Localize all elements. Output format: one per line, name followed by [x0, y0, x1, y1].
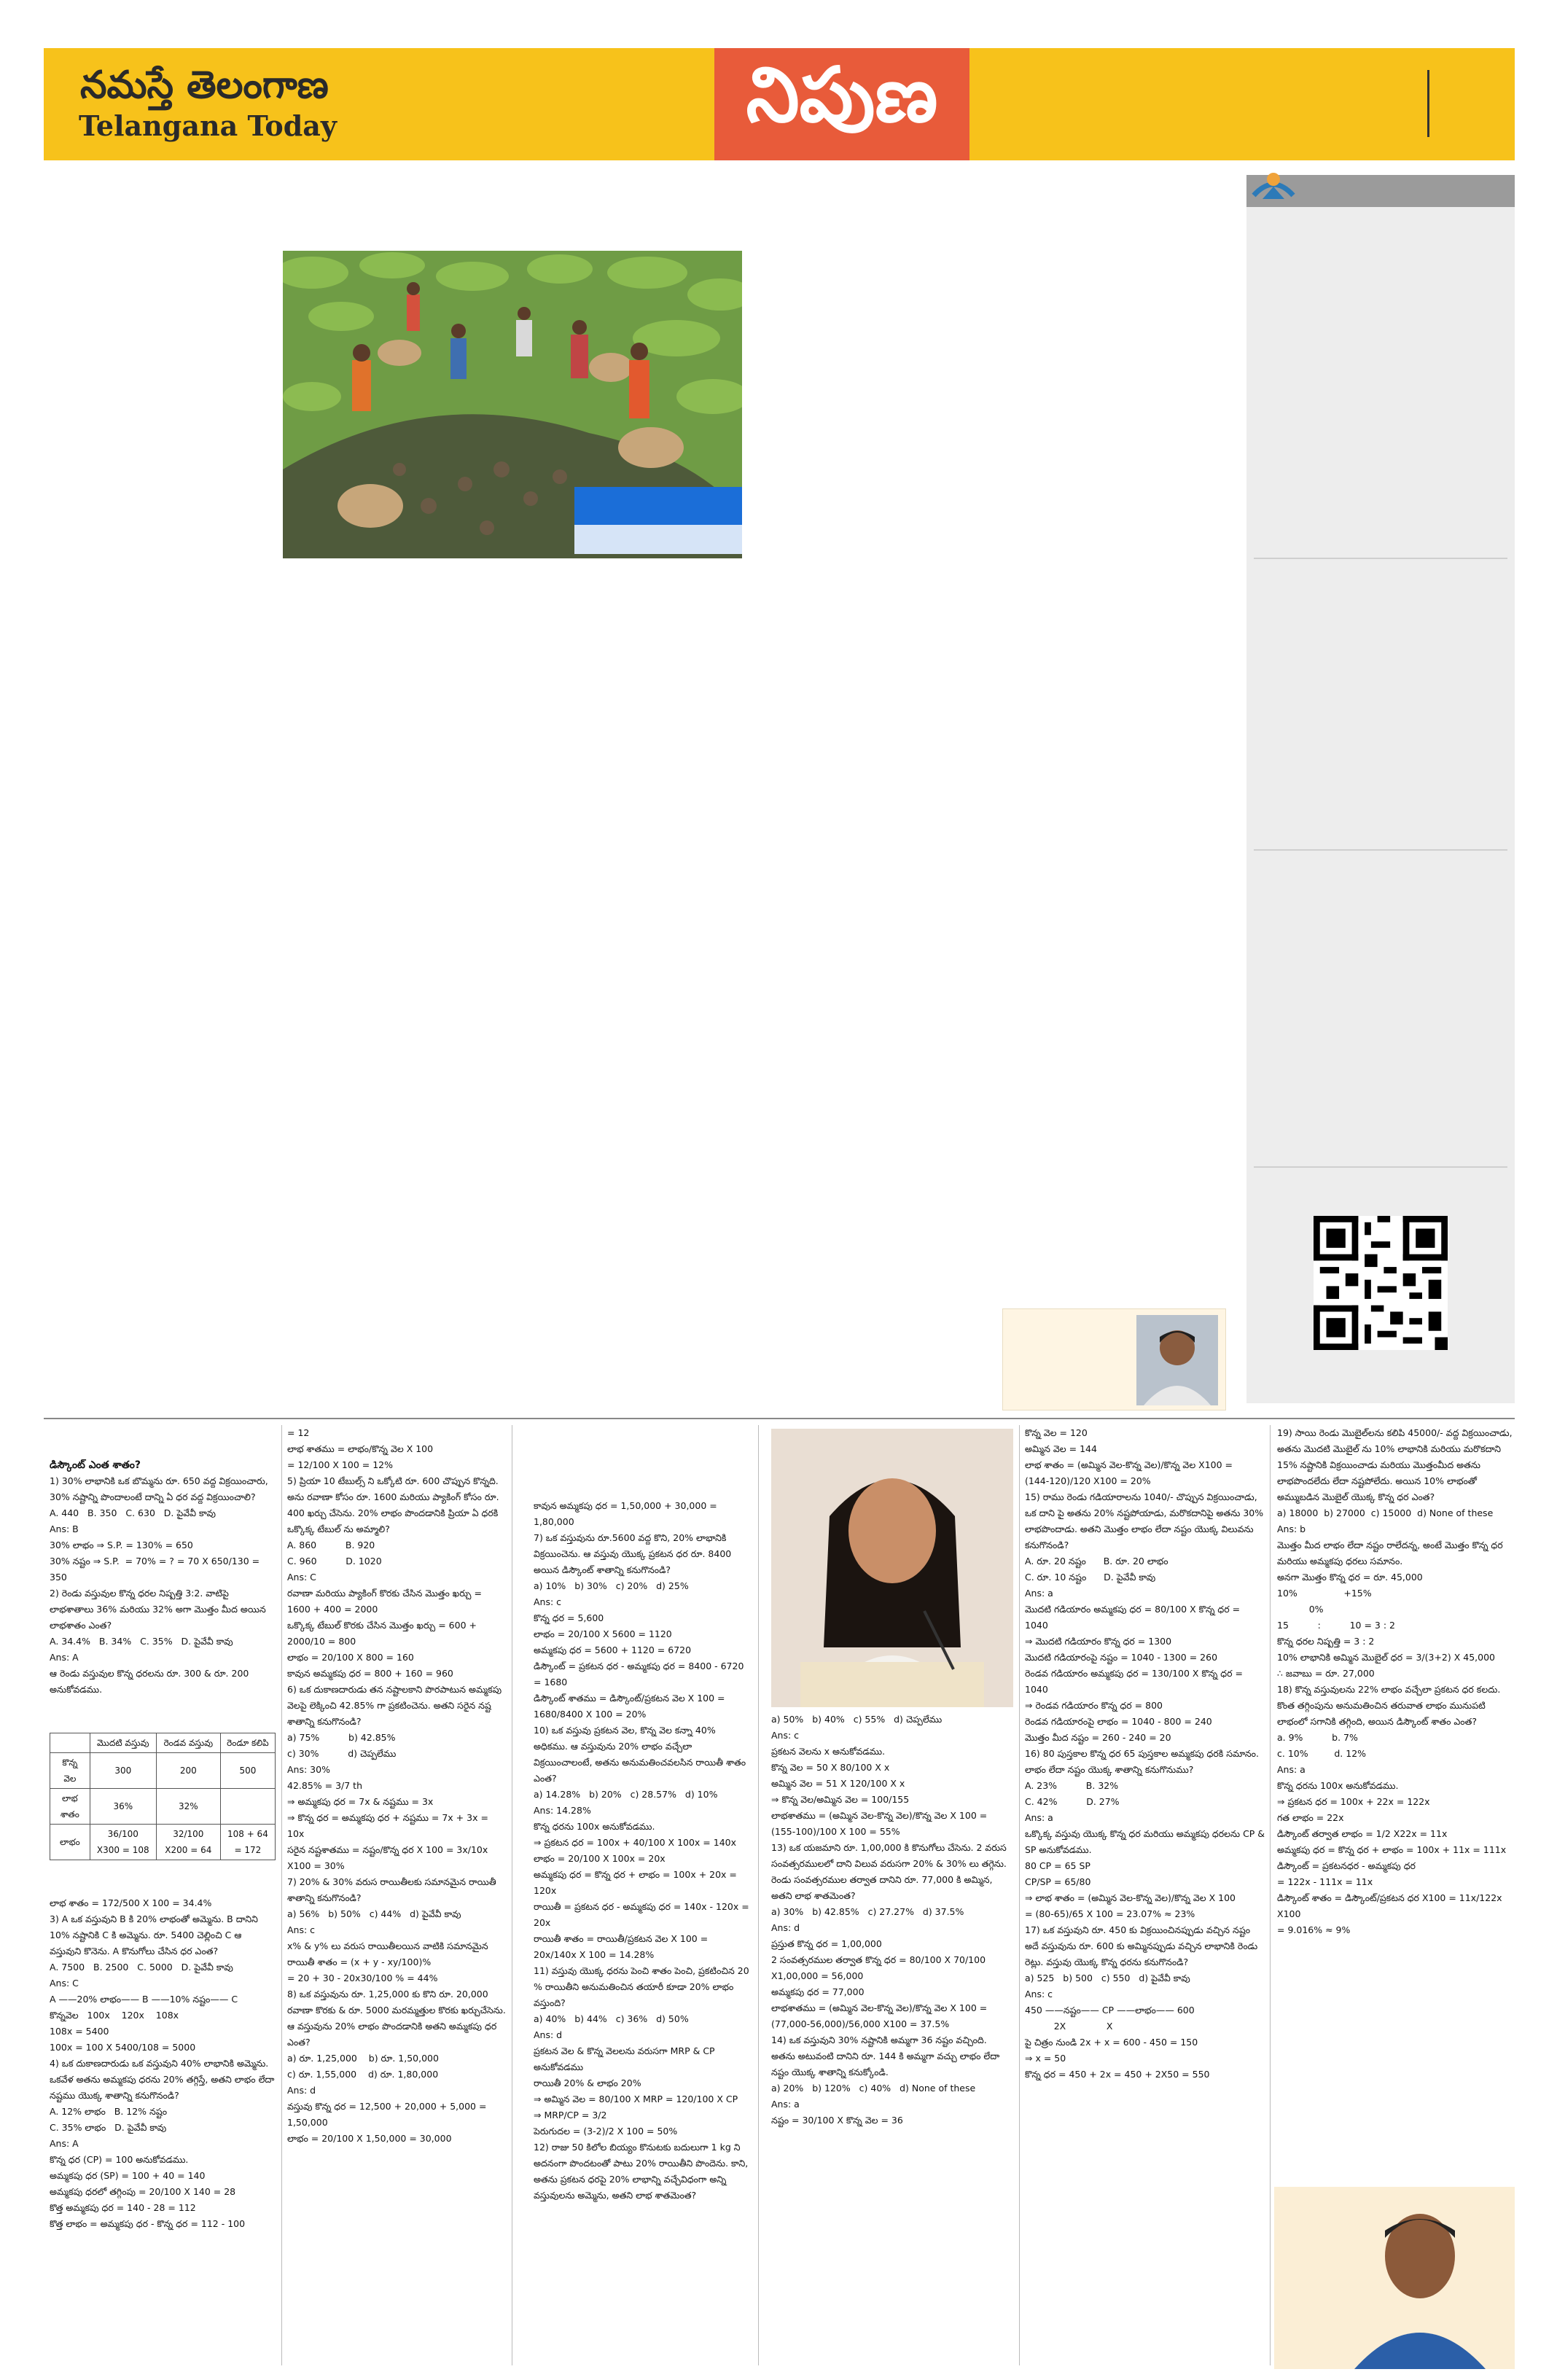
text-line: A. రూ. 20 నష్టం B. రూ. 20 లాభం [1025, 1556, 1168, 1566]
column-3 [534, 1498, 752, 2204]
masthead [44, 48, 1515, 160]
right-sidebar [1246, 175, 1515, 1403]
text-line: పై చిత్రం నుండి 2x + x = 600 - 450 = 150 [1025, 2037, 1198, 2048]
text-line: ⇒ x = 50 [1025, 2053, 1066, 2064]
author-photo [1136, 1315, 1218, 1405]
text-line: లాభ శాతం = 172/500 X 100 = 34.4% [50, 1897, 212, 1908]
text-line: గత లాభం = 22x [1277, 1812, 1344, 1823]
text-line: 1) 30% లాభానికి ఒక బొమ్మను రూ. 650 వద్ద విక్రయించారు, 30% నష్టాన్ని పొందాలంటే దాన్ని ఏ ధర వద్ద విక్రయించాలి? [50, 1475, 271, 1502]
sidebar-divider [1254, 849, 1507, 851]
text-line: a) 40% b) 44% c) 36% d) 50% [534, 2013, 689, 2024]
text-line: రాయితీ 20% & లాభం 20% [534, 2077, 641, 2088]
text-line: Ans: 30% [287, 1764, 330, 1775]
column-6 [1277, 1425, 1515, 1938]
text-line: C. రూ. 10 నష్టం D. పైవేవీ కావు [1025, 1572, 1156, 1583]
text-line: 15 : 10 = 3 : 2 [1277, 1620, 1395, 1631]
text-line: రెండవ గడియారంపై లాభం = 1040 - 800 = 240 [1025, 1716, 1212, 1727]
text-line: 16) 80 పుస్తకాల కొన్న ధర 65 పుస్తకాల అమ్మకపు ధరకి సమానం. లాభం లేదా నష్టం యొక్క శాతాన్ని కనుగొనుము? [1025, 1748, 1262, 1775]
text-line: a) 525 b) 500 c) 550 d) పైవేవీ కావు [1025, 1973, 1190, 1983]
text-line: 42.85% = 3/7 th [287, 1780, 362, 1791]
text-line: A. 23% B. 32% [1025, 1780, 1119, 1791]
section-title: నిపుణ [746, 50, 938, 139]
column-separator [1270, 1425, 1271, 2365]
text-line: లాభశాతము = (అమ్మిన వెల-కొన్న వెల)/కొన్న వెల X 100 = [771, 1810, 988, 1821]
text-line: కొత్త లాభం = అమ్మకపు ధర - కొన్న ధర = 112 - 100 [50, 2218, 246, 2229]
text-line: 3) A ఒక వస్తువుని B కి 20% లాభంతో అమ్మెను. B దానిని 10% నష్టానికి C కి అమ్మెను. రూ. 5400 చెల్లించి C ఆ వస్తువుని కొనెను. A కొనుగోలు చేసిన ధర ఎంత? [50, 1913, 261, 1956]
text-line: 11) వస్తువు యొక్క ధరను పెంచి శాతం పెంచి, ప్రకటించిన 20 % రాయితీని అనుమతించిన తయారీ కూడా 20% లాభం వస్తుంది? [534, 1965, 752, 2008]
text-line: లాభశాతము = (అమ్మిన వెల-కొన్న వెల)/కొన్న వెల X 100 = [771, 2002, 988, 2013]
text-line: రాయితీ = ప్రకటన ధర - అమ్మకపు ధర = 140x - 120x = 20x [534, 1901, 752, 1928]
column-5 [1025, 1425, 1268, 2083]
text-line: (144-120)/120 X100 = 20% [1025, 1475, 1151, 1486]
text-line: A. 440 B. 350 C. 630 D. పైవేవీ కావు [50, 1507, 216, 1518]
text-line: డిస్కౌంట్ = ప్రకటన ధర - అమ్మకపు ధర = 8400 - 6720 = 1680 [534, 1661, 747, 1688]
profit-table: మొదటి వస్తువు రెండవ వస్తువు రెండూ కలిపి కొన్న వెల 300 200 500 లాభ శాతం 36% 32% లాభం 36/100 X300 = 108 32/100 X200 = 64 108 + 64 = 172 [50, 1733, 276, 1860]
text-line: మొత్తం మీద నష్టం = 260 - 240 = 20 [1025, 1732, 1171, 1743]
text-line: రవాణా మరియు ప్యాకింగ్ కొరకు చేసిన మొత్తం ఖర్చు = 1600 + 400 = 2000 [287, 1588, 485, 1615]
text-line: వస్తువు కొన్న ధర = 12,500 + 20,000 + 5,000 = 1,50,000 [287, 2101, 490, 2128]
text-line: = 20 + 30 - 20x30/100 % = 44% [287, 1973, 438, 1983]
text-line: కావున అమ్మకపు ధర = 800 + 160 = 960 [287, 1668, 453, 1679]
text-line: 30% నష్టం ⇒ S.P. = 70% = ? = 70 X 650/130 = 350 [50, 1556, 263, 1583]
text-line: 108x = 5400 [50, 2026, 109, 2037]
text-line: = 12/100 X 100 = 12% [287, 1459, 393, 1470]
brand-english: Telangana Today [79, 109, 337, 142]
text-line: 2 సంవత్సరముల తర్వాత కొన్న ధర = 80/100 X 70/100 X1,00,000 = 56,000 [771, 1954, 989, 1981]
text-line: 0% [1277, 1604, 1324, 1615]
text-line: 80 CP = 65 SP [1025, 1860, 1090, 1871]
text-line: కొన్న వెల = 50 X 80/100 X x [771, 1762, 890, 1773]
text-line: 100x = 100 X 5400/108 = 5000 [50, 2042, 196, 2053]
text-line: 10% +15% [1277, 1588, 1372, 1599]
text-line: a) 18000 b) 27000 c) 15000 d) None of these [1277, 1507, 1494, 1518]
text-line: a. 9% b. 7% [1277, 1732, 1358, 1743]
text-line: x% & y% లు వరుస రాయితీలయిన వాటికి సమానమైన రాయితీ శాతం = (x + y - xy/100)% [287, 1940, 491, 1967]
nipuna-logo-icon [1248, 166, 1299, 210]
section-title-box [714, 48, 969, 160]
text-line: ⇒ ప్రకటన ధర = 100x + 22x = 122x [1277, 1796, 1430, 1807]
text-line: = 122x - 111x = 11x [1277, 1876, 1373, 1887]
text-line: = 12 [287, 1427, 310, 1438]
text-line: c) 30% d) చెప్పలేము [287, 1748, 397, 1759]
text-line: కొన్న ధరల నిష్పత్తి = 3 : 2 [1277, 1636, 1375, 1647]
text-line: Ans: c [534, 1596, 562, 1607]
text-line: మొత్తం మీద లాభం లేదా నష్టం రాలేదన్న, అంటే మొత్తం కొన్న ధర మరియు అమ్మకపు ధరలు సమానం. [1277, 1540, 1506, 1566]
photo-caption-bar [574, 487, 742, 525]
author-photo-2 [1274, 2187, 1515, 2369]
column-1 [50, 1425, 276, 2248]
text-line: మొదటి గడియారంపై నష్టం = 1040 - 1300 = 260 [1025, 1652, 1218, 1663]
text-line: c) రూ. 1,55,000 d) రూ. 1,80,000 [287, 2069, 439, 2080]
author-box [1002, 1308, 1226, 1411]
section-divider [44, 1418, 1515, 1419]
masthead-divider [1427, 70, 1429, 137]
column-separator [758, 1425, 759, 2365]
text-line: రాయితీ శాతం = రాయితీ/ప్రకటన వెల X 100 = 20x/140x X 100 = 14.28% [534, 1933, 711, 1960]
text-line: (155-100)/100 X 100 = 55% [771, 1826, 900, 1837]
text-line: కొన్న ధర = 5,600 [534, 1612, 604, 1623]
text-line: కొన్న ధరను 100x అనుకోవడము. [534, 1821, 655, 1832]
text-line: Ans: 14.28% [534, 1805, 591, 1816]
text-line: అమ్మిన వెల = 51 X 120/100 X x [771, 1778, 905, 1789]
text-line: ⇒ MRP/CP = 3/2 [534, 2110, 607, 2120]
text-line: a) 14.28% b) 20% c) 28.57% d) 10% [534, 1789, 718, 1800]
text-line: Ans: a [1025, 1812, 1053, 1823]
text-line: = 9.016% ≈ 9% [1277, 1924, 1351, 1935]
text-line: అమ్మిన వెల = 144 [1025, 1443, 1097, 1454]
text-line: అమ్మకపు ధర = కొన్న ధర + లాభం = 100x + 20x = 120x [534, 1869, 740, 1896]
text-line: ⇒ అమ్మకపు ధర = 7x & నష్టము = 3x [287, 1796, 434, 1807]
text-line: 30% లాభం ⇒ S.P. = 130% = 650 [50, 1540, 193, 1550]
text-line: డిస్కౌంట్ శాతము = డిస్కౌంట్/ప్రకటన వెల X 100 = 1680/8400 X 100 = 20% [534, 1693, 728, 1720]
text-line: కొత్త అమ్మకపు ధర = 140 - 28 = 112 [50, 2202, 196, 2213]
text-line: a) 75% b) 42.85% [287, 1732, 396, 1743]
farm-workers-photo [283, 251, 742, 558]
text-line: అమ్మకపు ధర = కొన్న ధర + లాభం = 100x + 11x = 111x [1277, 1844, 1507, 1855]
text-line: 14) ఒక వస్తువుని 30% నష్టానికి అమ్మగా 36 నష్టం వచ్చింది. అతను అటువంటి దానిని రూ. 144 కి అమ్మగా వచ్చు లాభం లేదా నష్టం యొక్క శాతాన్ని కనుక్కోండి. [771, 2034, 1003, 2077]
text-line: C. 960 D. 1020 [287, 1556, 382, 1566]
text-line: CP/SP = 65/80 [1025, 1876, 1091, 1887]
text-line: లాభం = 20/100 X 1,50,000 = 30,000 [287, 2133, 452, 2144]
text-line: 2) రెండు వస్తువుల కొన్న ధరల నిష్పత్తి 3:2. వాటిపై లాభశాతాలు 36% మరియు 32% అగా మొత్తం మీద అయిన లాభశాతం ఎంత? [50, 1588, 269, 1631]
text-line: పెరుగుదల = (3-2)/2 X 100 = 50% [534, 2126, 678, 2137]
text-line: అమ్మకపు ధరలో తగ్గింపు = 20/100 X 140 = 28 [50, 2186, 236, 2197]
text-line: 12) రాజు 50 కిలోల బియ్యం కొనుటకు బదులుగా 1 kg ని అదనంగా పొందటంతో పాటు 20% రాయితీని పొందెను. కాని, అతను ప్రకటన ధరపై 20% లాభాన్ని వచ్చేవిధంగా అన్ని వస్తువులను అమ్మెను, అతని లాభ శాతమెంత? [534, 2142, 752, 2201]
text-line: ∴ జవాబు = రూ. 27,000 [1277, 1668, 1375, 1679]
text-line: ప్రస్తుత కొన్న ధర = 1,00,000 [771, 1938, 882, 1949]
text-line: a) 20% b) 120% c) 40% d) None of these [771, 2083, 976, 2094]
text-line: అమ్మకపు ధర = 5600 + 1120 = 6720 [534, 1644, 692, 1655]
text-line: a) రూ. 1,25,000 b) రూ. 1,50,000 [287, 2053, 439, 2064]
text-line: ⇒ మొదటి గడియారం కొన్న ధర = 1300 [1025, 1636, 1172, 1647]
text-line: డిస్కౌంట్ = ప్రకటనధర - అమ్మకపు ధర [1277, 1860, 1416, 1871]
text-line: Ans: A [50, 2138, 79, 2149]
column-2 [287, 1425, 509, 2147]
text-line: కొన్నవెల 100x 120x 108x [50, 2010, 179, 2021]
text-line: కొన్న వెల = 120 [1025, 1427, 1088, 1438]
text-line: సరైన నష్టశాతము = నష్టం/కొన్న ధర X 100 = 3x/10x X100 = 30% [287, 1844, 491, 1871]
text-line: ⇒ కొన్న ధర = అమ్మకపు ధర + నష్టము = 7x + 3x = 10x [287, 1812, 491, 1839]
text-line: ఒక్కొక్క టేబుల్ కొరకు చేసిన మొత్తం ఖర్చు = 600 + 2000/10 = 800 [287, 1620, 480, 1647]
text-line: లాభ శాతం = (అమ్మిన వెల-కొన్న వెల)/కొన్న వెల X100 = [1025, 1459, 1233, 1470]
text-line: లాభం = 20/100 X 100x = 20x [534, 1853, 666, 1864]
text-line: లాభం = 20/100 X 5600 = 1120 [534, 1628, 672, 1639]
text-line: a) 50% b) 40% c) 55% d) చెప్పలేము [771, 1714, 943, 1725]
text-line: A ——20% లాభం—— B ——10% నష్టం—— C [50, 1994, 238, 2005]
text-line: కొన్న ధర = 450 + 2x = 450 + 2X50 = 550 [1025, 2069, 1210, 2080]
text-line: కావున అమ్మకపు ధర = 1,50,000 + 30,000 = 1,80,000 [534, 1500, 720, 1527]
text-line: 17) ఒక వస్తువుని రూ. 450 కు విక్రయించినప్పుడు వచ్చిన నష్టం అదే వస్తువును రూ. 600 కు అమ్మినప్పుడు వచ్చిన లాభానికి రెండు రెట్లు. వస్తువు యొక్క కొన్న ధరను కనుగొనండి? [1025, 1924, 1261, 1967]
text-line: Ans: c [1025, 1989, 1053, 1999]
text-line: ⇒ కొన్న వెల/అమ్మిన వెల = 100/155 [771, 1794, 910, 1805]
column-separator [281, 1425, 282, 2365]
text-line: లాభం = 20/100 X 800 = 160 [287, 1652, 414, 1663]
text-line: Ans: a [1277, 1764, 1306, 1775]
brand-telugu: నమస్తే తెలంగాణ [80, 63, 329, 107]
text-line: 18) కొన్న వస్తువులను 22% లాభం వచ్చేలా ప్రకటన ధర కలదు. కొంత తగ్గింపును అనుమతించిన తరువాత లాభం మునుపటి లాభంలో సగానికి తగ్గింది, అయిన డిస్కౌంట్ శాతం ఎంత? [1277, 1684, 1504, 1727]
text-line: C. 35% లాభం D. పైవేవీ కావు [50, 2122, 167, 2133]
text-line: ప్రకటన వెల & కొన్న వెలలను వరుసగా MRP & CP అనుకోవడము [534, 2045, 718, 2072]
text-line: అమ్మకపు ధర = 77,000 [771, 1986, 865, 1997]
text-line: ఆ రెండు వస్తువుల కొన్న ధరలను రూ. 300 & రూ. 200 అనుకోవడము. [50, 1668, 252, 1695]
text-line: a) 56% b) 50% c) 44% d) పైవేవీ కావు [287, 1908, 461, 1919]
sidebar-divider [1254, 558, 1507, 559]
text-line: డిస్కౌంట్ శాతం = డిస్కౌంట్/ప్రకటన ధర X100 = 11x/122x X100 [1277, 1892, 1505, 1919]
text-line: 450 ——నష్టం—— CP ——లాభం—— 600 [1025, 2005, 1195, 2016]
text-line: Ans: c [771, 1730, 800, 1741]
text-line: Ans: a [1025, 1588, 1053, 1599]
text-line: 4) ఒక దుకాణదారుడు ఒక వస్తువుని 40% లాభానికి అమ్మెను. ఒకవేళ అతను అమ్మకపు ధరను 20% తగ్గిస్తే, అతని లాభం లేదా నష్టము యొక్క శాతాన్ని కనుగొనండి? [50, 2058, 278, 2101]
text-line: Ans: A [50, 1652, 79, 1663]
text-line: 5) ప్రియా 10 టేబుల్స్ ని ఒక్కోటి రూ. 600 చొప్పున కొన్నది. అను రవాణా కోసం రూ. 1600 మరియు ప్యాకింగ్ కోసం రూ. 400 ఖర్చు చేసెను. 20% లాభం పొందడానికి ప్రియా ఏ ధరకి ఒక్కొక్క టేబుల్ ను అమ్మాలి? [287, 1475, 502, 1534]
qr-code-icon[interactable] [1314, 1216, 1448, 1350]
text-line: A. 34.4% B. 34% C. 35% D. పైవేవీ కావు [50, 1636, 233, 1647]
section-heading: డిస్కౌంట్ ఎంత శాతం? [50, 1459, 141, 1471]
text-line: మొదటి గడియారం అమ్మకపు ధర = 80/100 X కొన్న ధర = 1040 [1025, 1604, 1244, 1631]
text-line: 13) ఒక యజమాని రూ. 1,00,000 కి కొనుగోలు చేసెను. 2 వరుస సంవత్సరములలో దాని విలువ వరుసగా 20% & 30% లు తగ్గెను. రెండు సంవత్సరముల తర్వాత దానిని రూ. 77,000 కి అమ్మిన, అతని లాభ శాతమెంత? [771, 1842, 1010, 1901]
text-line: Ans: b [1277, 1523, 1306, 1534]
text-line: 15) రాము రెండు గడియారాలను 1040/- చొప్పున విక్రయించాడు, ఒక దాని పై అతను 20% నష్టపోయాడు, మరొకదానిపై అతను 30% లాభపొందాడు. అతని మొత్తం లాభం లేదా నష్టం యొక్క విలువను కనుగొనండి? [1025, 1491, 1267, 1550]
text-line: 2X X [1025, 2021, 1113, 2032]
text-line: a) 10% b) 30% c) 20% d) 25% [534, 1580, 689, 1591]
text-line: 7) ఒక వస్తువును రూ.5600 వద్ద కొని, 20% లాభానికి విక్రయించెను. ఆ వస్తువు యొక్క ప్రకటన ధర రూ. 8400 అయిన డిస్కౌంట్ శాతాన్ని కనుగొనండి? [534, 1532, 735, 1575]
student-photo [771, 1429, 1013, 1707]
text-line: (77,000-56,000)/56,000 X100 = 37.5% [771, 2018, 950, 2029]
text-line: ఒక్కొక్క వస్తువు యొక్క కొన్న ధర మరియు అమ్మకపు ధరలను CP & SP అనుకోవడము. [1025, 1828, 1268, 1855]
text-line: ⇒ రెండవ గడియారం కొన్న ధర = 800 [1025, 1700, 1163, 1711]
text-line: a) 30% b) 42.85% c) 27.27% d) 37.5% [771, 1906, 964, 1917]
text-line: c. 10% d. 12% [1277, 1748, 1367, 1759]
text-line: Ans: d [771, 1922, 800, 1933]
text-line: 6) ఒక దుకాణదారుడు తన నష్టాలకాని పొరపాటున అమ్మకపు వెలపై లెక్కించి 42.85% గా ప్రకటించెను. అతని సరైన నష్ట శాతాన్ని కనుగొనండి? [287, 1684, 505, 1727]
text-line: A. 12% లాభం B. 12% నష్టం [50, 2106, 168, 2117]
column-4 [771, 1712, 1013, 2129]
text-line: 7) 20% & 30% వరుస రాయితీలకు సమానమైన రాయితీ శాతాన్ని కనుగొనండి? [287, 1876, 499, 1903]
text-line: లాభ శాతము = లాభం/కొన్న వెల X 100 [287, 1443, 434, 1454]
text-line: రెండవ గడియారం అమ్మకపు ధర = 130/100 X కొన్న ధర = 1040 [1025, 1668, 1246, 1695]
text-line: అమ్మకపు ధర (SP) = 100 + 40 = 140 [50, 2170, 206, 2181]
text-line: Ans: C [287, 1572, 316, 1583]
text-line: అనగా మొత్తం కొన్న ధర = రూ. 45,000 [1277, 1572, 1423, 1583]
text-line: నష్టం = 30/100 X కొన్న వెల = 36 [771, 2115, 903, 2126]
text-line: A. 7500 B. 2500 C. 5000 D. పైవేవీ కావు [50, 1962, 233, 1973]
text-line: ⇒ లాభ శాతం = (అమ్మిన వెల-కొన్న వెల)/కొన్న వెల X 100 [1025, 1892, 1236, 1903]
text-line: Ans: C [50, 1978, 79, 1989]
column-separator [1019, 1425, 1020, 2365]
text-line: Ans: B [50, 1523, 79, 1534]
text-line: Ans: d [534, 2029, 563, 2040]
sidebar-divider [1254, 1166, 1507, 1168]
text-line: A. 860 B. 920 [287, 1540, 375, 1550]
text-line: Ans: a [771, 2099, 800, 2110]
text-line: Ans: c [287, 1924, 316, 1935]
text-line: 10) ఒక వస్తువు ప్రకటన వెల, కొన్న వెల కన్నా 40% అధికము. ఆ వస్తువును 20% లాభం వచ్చేలా విక్రయించాలంటే, అతను అనుమతించవలసిన రాయితీ శాతం ఎంత? [534, 1725, 749, 1784]
text-line: కొన్న ధర (CP) = 100 అనుకోవడము. [50, 2154, 189, 2165]
text-line: C. 42% D. 27% [1025, 1796, 1120, 1807]
text-line: 19) సాయి రెండు మొబైల్‌లను కలిపి 45000/- వద్ద విక్రయించాడు, అతను మొదటి మొబైల్ ను 10% లాభానికి మరియు మరొకదాని 15% నష్టానికి విక్రయించాడు మరియు మొత్తంమీద అతను లాభపొందలేదు లేదా నష్టపోలేదు. అయిన 10% లాభంతో అమ్ముబడిన మొబైల్ యొక్క కొన్న ధర ఎంత? [1277, 1427, 1515, 1502]
text-line: 8) ఒక వస్తువును రూ. 1,25,000 కు కొని రూ. 20,000 రవాణా కొరకు & రూ. 5000 మరమ్మత్తుల కొరకు ఖర్చుచేసెను. ఆ వస్తువును 20% లాభం పొందడానికి అతని అమ్మకపు ధర ఎంత? [287, 1989, 509, 2048]
text-line: 10% లాభానికి అమ్మిన మొబైల్ ధర = 3/(3+2) X 45,000 [1277, 1652, 1496, 1663]
text-line: Ans: d [287, 2085, 316, 2096]
photo-caption-subbar [574, 525, 742, 554]
text-line: ప్రకటన వెలను x అనుకోవడము. [771, 1746, 886, 1757]
text-line: కొన్న ధరను 100x అనుకోవడము. [1277, 1780, 1399, 1791]
text-line: ⇒ అమ్మిన వెల = 80/100 X MRP = 120/100 X CP [534, 2094, 738, 2104]
text-line: = (80-65)/65 X 100 = 23.07% ≈ 23% [1025, 1908, 1195, 1919]
text-line: డిస్కౌంట్ తర్వాత లాభం = 1/2 X22x = 11x [1277, 1828, 1448, 1839]
text-line: ⇒ ప్రకటన ధర = 100x + 40/100 X 100x = 140x [534, 1837, 737, 1848]
